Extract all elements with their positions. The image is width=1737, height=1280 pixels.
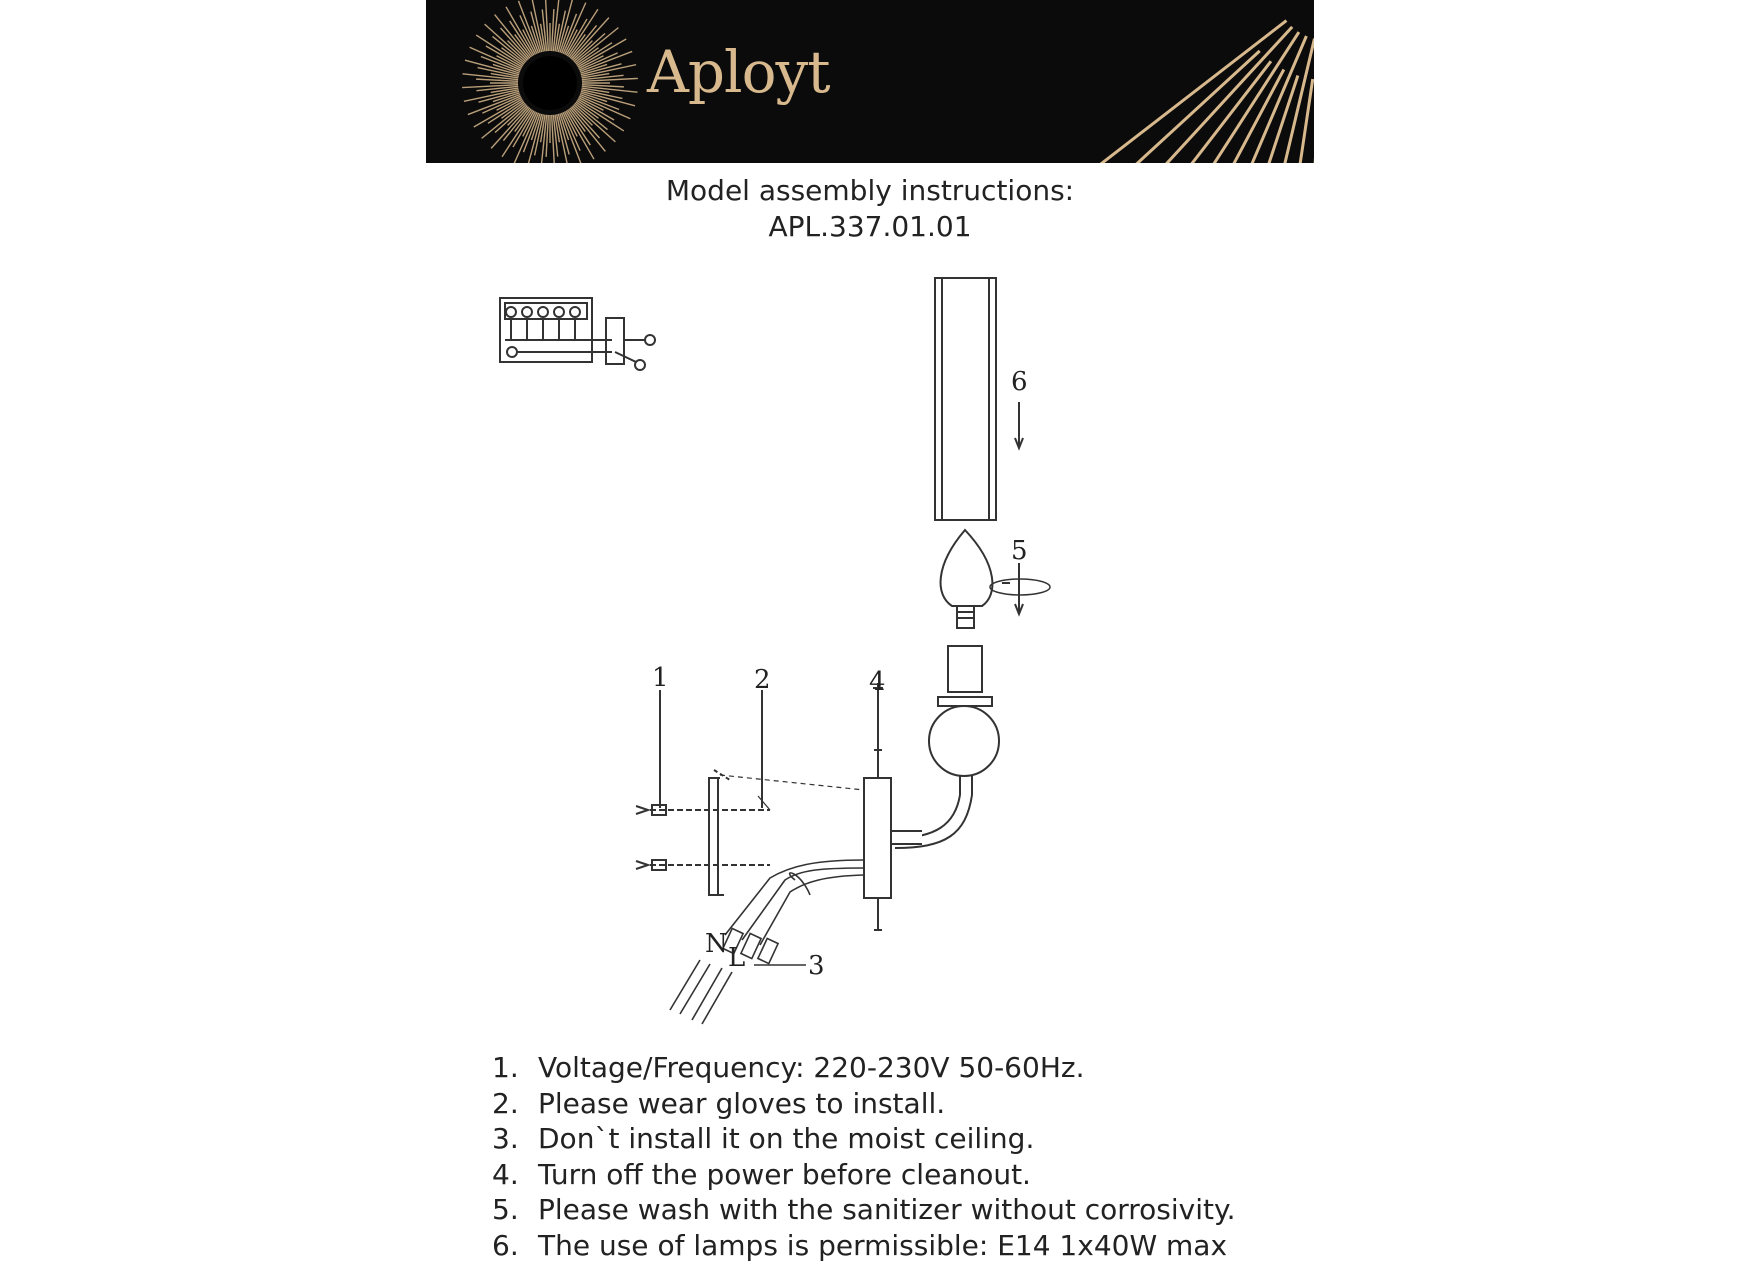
note-number: 2. — [492, 1086, 519, 1120]
wire-marker-n: N — [705, 929, 728, 959]
callout-4: 4 — [869, 667, 886, 697]
note-item — [492, 1192, 1235, 1228]
lamp-arm — [890, 795, 972, 848]
wire-connector-part — [670, 860, 864, 1024]
callout-3: 3 — [808, 951, 825, 981]
wall-plug-part — [636, 805, 666, 870]
note-text: Voltage/Frequency: 220-230V 50-60Hz. — [538, 1051, 1085, 1084]
socket-part — [929, 646, 999, 795]
note-text: The use of lamps is permissible: E14 1x40W max — [538, 1228, 1228, 1262]
note-number: 5. — [492, 1193, 519, 1226]
wire-marker-l: L — [728, 943, 746, 973]
note-text: Don`t install it on the moist ceiling. — [538, 1122, 1035, 1155]
note-item — [492, 1228, 1235, 1264]
note-number: 1. — [492, 1051, 519, 1084]
callout-1: 1 — [652, 663, 669, 693]
bulb-part — [941, 530, 1050, 628]
note-number: 4. — [492, 1157, 519, 1191]
brand-name: Aployt — [647, 38, 830, 106]
note-number: 6. — [492, 1228, 519, 1262]
mounting-bracket-part — [650, 770, 864, 895]
note-item — [492, 1050, 1235, 1086]
note-number: 3. — [492, 1122, 519, 1155]
wiring-schematic — [500, 298, 655, 370]
note-item — [492, 1121, 1235, 1157]
callout-2: 2 — [754, 665, 771, 695]
shade-part — [935, 278, 1023, 520]
note-item — [492, 1157, 1235, 1193]
callout-5: 5 — [1011, 536, 1028, 566]
note-text: Turn off the power before cleanout. — [538, 1157, 1031, 1191]
callout-6: 6 — [1011, 367, 1028, 397]
document-title: Model assembly instructions: — [665, 174, 1075, 207]
model-number: APL.337.01.01 — [768, 210, 972, 243]
note-text: Please wash with the sanitizer without corrosivity. — [538, 1193, 1236, 1226]
note-text: Please wear gloves to install. — [538, 1086, 946, 1120]
note-item — [492, 1086, 1235, 1122]
instruction-notes — [492, 1050, 1235, 1263]
